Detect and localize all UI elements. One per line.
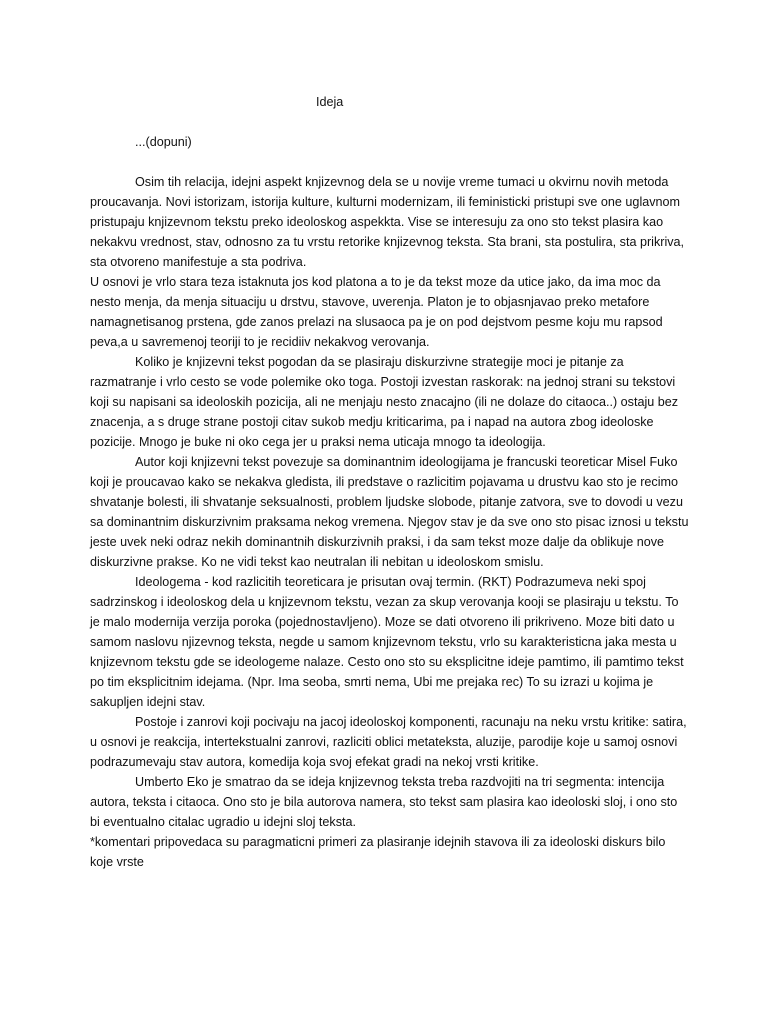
spacer	[90, 112, 690, 132]
paragraph-6: Postoje i zanrovi koji pocivaju na jacoj ideoloskoj komponenti, racunaju na neku vrstu kritike: satira, u osnovi je reakcija, intertekstualni zanrovi, razliciti oblici metateksta, aluzije, parodije koje u samoj osnovi podrazumevaju stav autora, komedija koja svoj efekat gradi na nekoj vrsti kritike.	[90, 715, 687, 769]
document-page	[90, 92, 690, 872]
paragraph-4: Autor koji knjizevni tekst povezuje sa dominantnim ideologijama je francuski teoreticar Misel Fuko koji je proucavao kako se nekakva gledista, ili predstave o razlicitim pojavama u drustvu kao sto je recimo shvatanje bolesti, ili shvatanje seksualnosti, problem ljudske slobode, pitanje zatvora, sve to dovodi u vezu sa dominantnim diskurzivnim praksama nekog vremena. Njegov stav je da sve ono sto pisac iznosi u tekstu jeste uvek neki odraz nekih dominantnih diskurzivnih praksi, i da sam tekst moze dalje da oblikuje nove diskurzivne prakse. Ko ne vidi tekst kao neutralan ili nebitan u ideoloskom smislu.	[90, 455, 689, 569]
paragraph-5: Ideologema - kod razlicitih teoreticara je prisutan ovaj termin. (RKT) Podrazumeva neki spoj sadrzinskog i ideoloskog dela u knjizevnom tekstu, vezan za skup verovanja kooji se plasiraju u tekstu. To je malo modernija verzija poroka (pojednostavljeno). Moze se dati otvoreno ili prikriveno. Moze biti dato u samom naslovu njizevnog teksta, negde u samom knjizevnom tekstu, vrlo su karakteristicna jaka mesta u knjizevnom tekstu gde se ideologeme nalaze. Cesto ono sto su eksplicitne ideje pamtimo, ili pamtimo tekst po tim eksplicitnim idejama. (Npr. Ima seoba, smrti nema, Ubi me prejaka rec) To su izrazi u kojima je sakupljen idejni stav.	[90, 575, 684, 709]
paragraph-1: Osim tih relacija, idejni aspekt knjizevnog dela se u novije vreme tumaci u okvirnu novih metoda proucavanja. Novi istorizam, istorija kulture, kulturni modernizam, ili feministicki pristupi sve one uglavnom pristupaju knjizevnom tekstu preko ideoloskog aspekkta. Vise se interesuju za ono sto tekst plasira kao nekakvu vrednost, stav, odnosno za tu vrstu retorike knjizevnog teksta. Sta brani, sta postulira, sta prikriva, sta otvoreno manifestuje a sta podriva.	[90, 175, 685, 269]
paragraph-3: Koliko je knjizevni tekst pogodan da se plasiraju diskurzivne strategije moci je pitanje za razmatranje i vrlo cesto se vode polemike oko toga. Postoji izvestan raskorak: na jednoj strani su tekstovi koji su napisani sa ideoloskih pozicija, ali ne menjaju nesto znacajno (ili ne dolaze do citaoca..) ostaju bez znacenja, a s druge strane postoji citav sukob medju kriticarima, pa i napad na autora zbog ideoloske pozicije. Mnogo je buke ni oko cega jer u praksi nema uticaja mnogo ta ideologija.	[90, 355, 679, 449]
paragraph-7: Umberto Eko je smatrao da se ideja knjizevnog teksta treba razdvojiti na tri segmenta: intencija autora, teksta i citaoca. Ono sto je bila autorova namera, sto tekst sam plasira kao ideoloski sloj, i ono sto bi eventualno citalac ugradio u idejni sloj teksta.	[90, 775, 678, 829]
paragraph-2: U osnovi je vrlo stara teza istaknuta jos kod platona a to je da tekst moze da utice jako, da ima moc da nesto menja, da menja situaciju u drstvu, stavove, uverenja. Platon je to objasnjavao preko metafore namagnetisanog prstena, gde zanos prelazi na slusaoca pa je on pod dejstvom pesme koju mu rapsod peva,a u savremenoj teoriji to je recidiiv nekakvog verovanja.	[90, 275, 663, 349]
paragraph-8: *komentari pripovedaca su paragmaticni primeri za plasiranje idejnih stavova ili za ideoloski diskurs bilo koje vrste	[90, 835, 666, 869]
document-title: Ideja	[316, 95, 344, 109]
document-subtitle: ...(dopuni)	[135, 135, 192, 149]
spacer	[90, 152, 690, 172]
